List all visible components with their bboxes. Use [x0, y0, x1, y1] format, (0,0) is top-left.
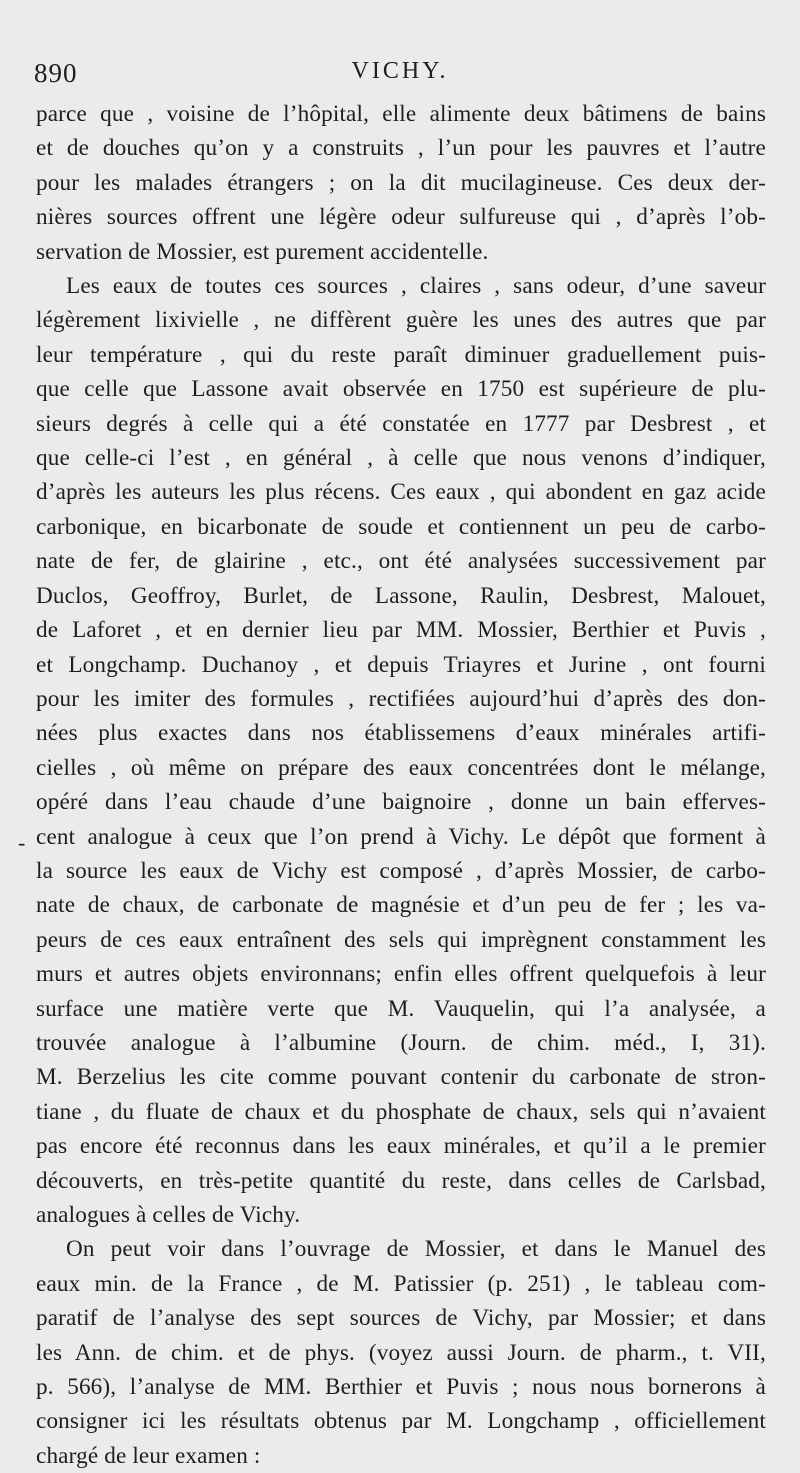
text-line: pour les malades étrangers ; on la dit mucilagineuse. Ces deux der-	[36, 169, 766, 196]
text-line: opéré dans l’eau chaude d’une baignoire , donne un bain efferves-	[36, 789, 766, 816]
text-line: d’après les auteurs les plus récens. Ces eaux , qui abondent en gaz acide	[36, 479, 766, 506]
text-line: pas encore été reconnus dans les eaux minérales, et qu’il a le premier	[36, 1133, 766, 1160]
text-line: nières sources offrent une légère odeur sulfureuse qui , d’après l’ob-	[36, 204, 766, 231]
text-line: et Longchamp. Duchanoy , et depuis Triayres et Jurine , ont fourni	[36, 651, 766, 678]
text-line: On peut voir dans l’ouvrage de Mossier, et dans le Manuel des	[66, 1236, 766, 1263]
text-line: et de douches qu’on y a construits , l’un pour les pauvres et l’autre	[36, 135, 766, 162]
text-line: nées plus exactes dans nos établissemens d’eaux minérales artifi-	[36, 720, 766, 747]
text-line: consigner ici les résultats obtenus par M. Longchamp , officiellement	[36, 1408, 766, 1435]
running-title: VICHY.	[351, 58, 449, 84]
text-line: cielles , où même on prépare des eaux concentrées dont le mélange,	[36, 754, 766, 781]
text-line: nate de fer, de glairine , etc., ont été analysées successivement par	[36, 548, 766, 575]
text-line: M. Berzelius les cite comme pouvant contenir du carbonate de stron-	[36, 1064, 766, 1091]
page-header	[34, 58, 766, 98]
text-line: p. 566), l’analyse de MM. Berthier et Puvis ; nous nous bornerons à	[36, 1374, 766, 1401]
text-line: que celle que Lassone avait observée en 1750 est supérieure de plu-	[36, 376, 766, 403]
text-line: les Ann. de chim. et de phys. (voyez aussi Journ. de pharm., t. VII,	[36, 1339, 766, 1366]
text-line: surface une matière verte que M. Vauquelin, qui l’a analysée, a	[36, 995, 766, 1022]
text-line: nate de chaux, de carbonate de magnésie et d’un peu de fer ; les va-	[36, 892, 766, 919]
text-line: servation de Mossier, est purement accidentelle.	[36, 238, 489, 265]
text-line: de Laforet , et en dernier lieu par MM. Mossier, Berthier et Puvis ,	[36, 617, 766, 644]
text-line: carbonique, en bicarbonate de soude et contiennent un peu de carbo-	[36, 513, 766, 540]
text-line: pour les imiter des formules , rectifiées aujourd’hui d’après des don-	[36, 685, 766, 712]
text-line: cent analogue à ceux que l’on prend à Vichy. Le dépôt que forment à	[36, 823, 766, 850]
text-line: Duclos, Geoffroy, Burlet, de Lassone, Raulin, Desbrest, Malouet,	[36, 582, 766, 609]
text-line: Les eaux de toutes ces sources , claires , sans odeur, d’une saveur	[66, 273, 766, 300]
margin-mark: -	[18, 830, 26, 855]
text-line: peurs de ces eaux entraînent des sels qui imprègnent constamment les	[36, 926, 766, 953]
text-line: la source les eaux de Vichy est composé , d’après Mossier, de carbo-	[36, 857, 766, 884]
text-line: eaux min. de la France , de M. Patissier (p. 251) , le tableau com-	[36, 1270, 766, 1297]
text-line: tiane , du fluate de chaux et du phosphate de chaux, sels qui n’avaient	[36, 1098, 766, 1125]
text-line: paratif de l’analyse des sept sources de Vichy, par Mossier; et dans	[36, 1305, 766, 1332]
text-line: parce que , voisine de l’hôpital, elle alimente deux bâtimens de bains	[36, 101, 766, 127]
text-line: murs et autres objets environnans; enfin elles offrent quelquefois à leur	[36, 961, 766, 988]
text-line: découverts, en très-petite quantité du reste, dans celles de Carlsbad,	[36, 1167, 766, 1194]
text-line: leur température , qui du reste paraît diminuer graduellement puis-	[36, 341, 766, 368]
page-number: 890	[34, 58, 78, 88]
text-line: trouvée analogue à l’albumine (Journ. de chim. méd., I, 31).	[36, 1029, 766, 1056]
body-text	[36, 97, 766, 1473]
text-line: analogues à celles de Vichy.	[36, 1202, 301, 1228]
text-line: sieurs degrés à celle qui a été constatée en 1777 par Desbrest , et	[36, 410, 766, 437]
text-line: que celle-ci l’est , en général , à celle que nous venons d’indiquer,	[36, 445, 766, 472]
text-line: légèrement lixivielle , ne diffèrent guère les unes des autres que par	[36, 307, 766, 334]
text-line: chargé de leur examen :	[36, 1442, 261, 1469]
